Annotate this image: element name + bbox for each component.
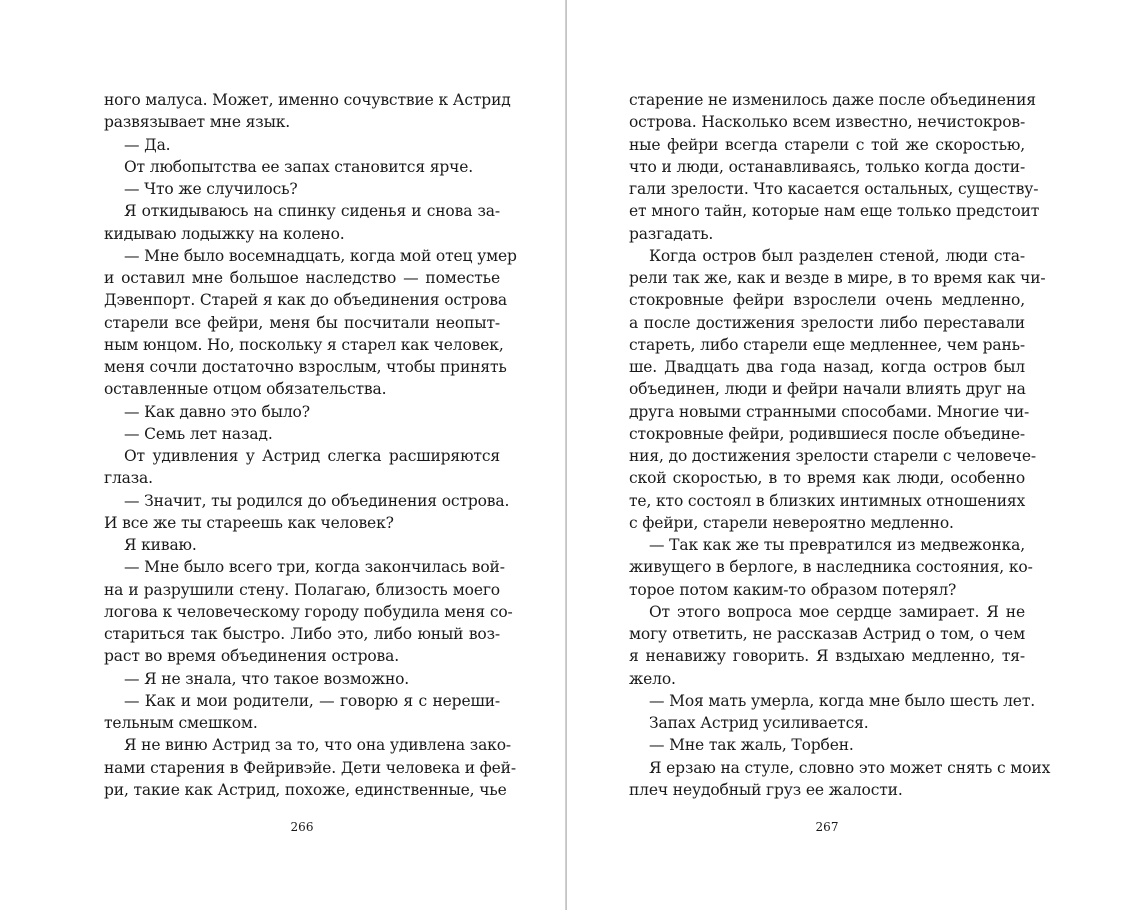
text-line: нами старения в Фейривэйе. Дети человека и фей- [104, 758, 516, 777]
text-line: рели так же, как и везде в мире, в то время как чи- [629, 269, 1046, 287]
text-line: ской скоростью, в то время как люди, особенно [629, 469, 1025, 488]
text-line: жело. [629, 669, 676, 688]
text-line: кидываю лодыжку на колено. [104, 224, 345, 243]
text-line: ного малуса. Может, именно сочувствие к Астрид [104, 91, 511, 109]
text-line: объединен, люди и фейри начали влиять друг на [629, 380, 1026, 399]
right-page-number: 267 [815, 820, 839, 834]
text-line: развязывает мне язык. [104, 113, 291, 132]
text-line: я ненавижу говорить. Я вздыхаю медленно, тя- [629, 647, 1025, 666]
text-line: живущего в берлоге, в наследника состояния, ко- [629, 558, 1033, 577]
text-line: глаза. [104, 469, 153, 488]
text-line: ным юнцом. Но, поскольку я старел как человек, [104, 335, 504, 354]
text-line: стариться так быстро. Либо это, либо юный воз- [104, 625, 500, 643]
left-page-text [104, 89, 517, 801]
text-line: стареть, либо старели еще медленнее, чем рань- [629, 335, 1025, 354]
text-line: — Так как же ты превратился из медвежонка, [649, 536, 1025, 554]
text-line: острова. Насколько всем известно, нечистокров- [629, 113, 1026, 132]
text-line: Запах Астрид усиливается. [649, 714, 869, 732]
text-line: оставленные отцом обязательства. [104, 380, 387, 399]
text-line: — Семь лет назад. [124, 424, 273, 443]
text-line: Я киваю. [124, 536, 197, 554]
text-line: логова к человеческому городу побудила меня со- [104, 602, 513, 621]
text-line: ри, такие как Астрид, похоже, единственные, чье [104, 780, 507, 799]
text-line: стокровные фейри взрослели очень медленно, [629, 291, 1025, 310]
text-line: — Как и мои родители, — говорю я с нереши- [124, 691, 500, 710]
right-page-text [629, 89, 1051, 801]
text-line: стокровные фейри, родившиеся после объедине- [629, 424, 1025, 443]
text-line: — Да. [124, 135, 171, 154]
text-line: — Мне было восемнадцать, когда мой отец умер [124, 246, 517, 265]
text-line: Я откидываюсь на спинку сиденья и снова за- [124, 202, 500, 221]
text-line: — Моя мать умерла, когда мне было шесть лет. [649, 691, 1036, 710]
text-line: И все же ты стареешь как человек? [104, 513, 394, 532]
text-line: ные фейри всегда старели с той же скоростью, [629, 135, 1025, 154]
text-line: могу ответить, не рассказав Астрид о том, о чем [629, 625, 1025, 643]
right-page [566, 0, 1132, 910]
text-line: старели все фейри, меня бы посчитали неопыт- [104, 313, 500, 332]
text-line: — Мне было всего три, когда закончилась вой- [124, 558, 505, 577]
text-line: От удивления у Астрид слегка расширяются [124, 447, 500, 465]
text-line: с фейри, старели невероятно медленно. [629, 513, 954, 532]
text-line: что и люди, останавливаясь, только когда дости- [629, 157, 1026, 176]
text-line: меня сочли достаточно взрослым, чтобы принять [104, 358, 507, 376]
text-line: плеч неудобный груз ее жалости. [629, 780, 903, 799]
text-line: тельным смешком. [104, 714, 258, 732]
text-line: и оставил мне большое наследство — поместье [104, 269, 500, 287]
text-line: Я не виню Астрид за то, что она удивлена зако- [124, 736, 511, 755]
text-line: — Что же случилось? [124, 180, 298, 198]
text-line: Я ерзаю на стуле, словно это может снять с моих [649, 758, 1051, 777]
text-line: От любопытства ее запах становится ярче. [124, 157, 474, 176]
text-line: друга новыми странными способами. Многие чи- [629, 402, 1030, 421]
text-line: те, кто состоял в близких интимных отношениях [629, 491, 1026, 510]
text-line: а после достижения зрелости либо переставали [629, 313, 1025, 332]
text-line: — Мне так жаль, Торбен. [649, 736, 854, 755]
text-line: ет много тайн, которые нам еще только предстоит [629, 202, 1040, 221]
text-line: ше. Двадцать два года назад, когда остров был [629, 358, 1025, 376]
text-line: ния, до достижения зрелости старели с человече- [629, 447, 1037, 465]
text-line: — Значит, ты родился до объединения острова. [124, 491, 510, 510]
text-line: гали зрелости. Что касается остальных, существу- [629, 180, 1039, 198]
text-line: От этого вопроса мое сердце замирает. Я не [649, 602, 1025, 621]
text-line: разгадать. [629, 224, 714, 243]
text-line: — Я не знала, что такое возможно. [124, 669, 410, 688]
text-line: — Как давно это было? [124, 402, 310, 421]
text-line: на и разрушили стену. Полагаю, близость моего [104, 580, 500, 599]
text-line: Когда остров был разделен стеной, люди ста- [649, 246, 1025, 265]
text-line: Дэвенпорт. Старей я как до объединения острова [104, 291, 507, 310]
left-page-number: 266 [290, 820, 314, 834]
text-line: раст во время объединения острова. [104, 647, 399, 666]
text-line: старение не изменилось даже после объединения [629, 91, 1036, 109]
text-line: торое потом каким-то образом потерял? [629, 580, 957, 599]
